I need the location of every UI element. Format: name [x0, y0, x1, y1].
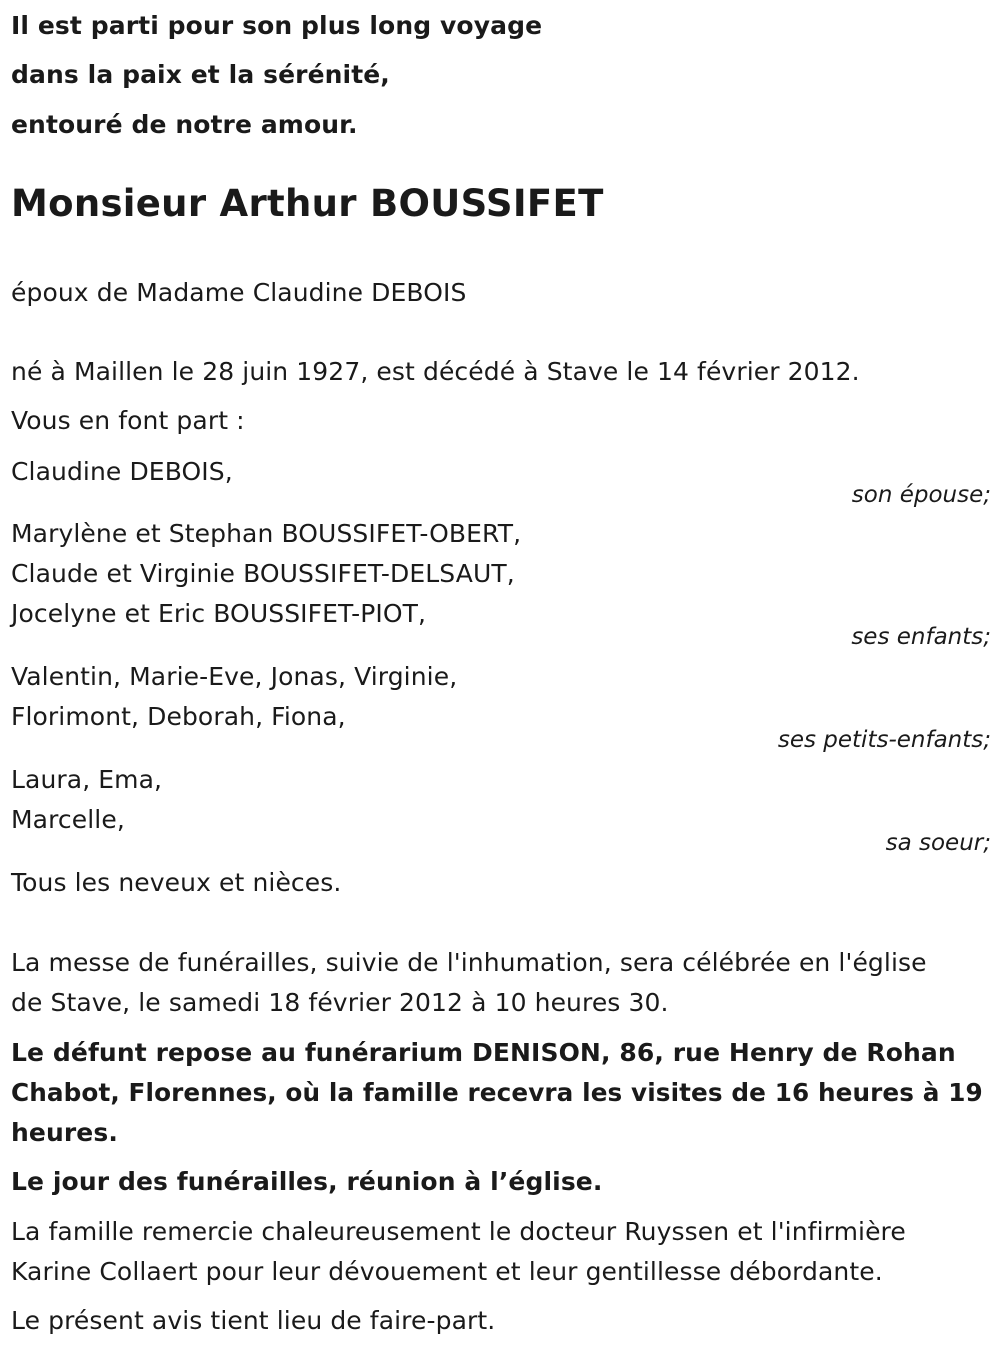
- thanks-line-1: La famille remercie chaleureusement le docteur Ruyssen et l'infirmière: [11, 1217, 906, 1246]
- intro-line-2: dans la paix et la sérénité,: [11, 60, 390, 89]
- grandchild-line-1: Valentin, Marie-Eve, Jonas, Virginie,: [11, 662, 458, 691]
- intro-line-3: entouré de notre amour.: [11, 110, 358, 139]
- mass-line-1: La messe de funérailles, suivie de l'inhumation, sera célébrée en l'église: [11, 948, 927, 977]
- announce-line: Vous en font part :: [11, 406, 245, 435]
- deceased-name: Monsieur Arthur BOUSSIFET: [11, 182, 604, 225]
- child-line-3: Jocelyne et Eric BOUSSIFET-PIOT,: [11, 599, 427, 628]
- grandchild-line-2: Florimont, Deborah, Fiona,: [11, 702, 346, 731]
- intro-line-1: Il est parti pour son plus long voyage: [11, 11, 543, 40]
- nephews-line: Tous les neveux et nièces.: [11, 868, 342, 897]
- relation-grandchildren: ses petits-enfants;: [777, 727, 991, 753]
- meeting-line: Le jour des funérailles, réunion à l’église.: [11, 1167, 603, 1196]
- rest-line-3: heures.: [11, 1118, 118, 1147]
- relation-sister: sa soeur;: [885, 830, 991, 856]
- notice-line: Le présent avis tient lieu de faire-part.: [11, 1306, 496, 1335]
- sister-line-2: Marcelle,: [11, 805, 125, 834]
- rest-line-2: Chabot, Florennes, où la famille recevra les visites de 16 heures à 19: [11, 1078, 983, 1107]
- mass-line-2: de Stave, le samedi 18 février 2012 à 10 heures 30.: [11, 988, 669, 1017]
- child-line-2: Claude et Virginie BOUSSIFET-DELSAUT,: [11, 559, 515, 588]
- sister-line-1: Laura, Ema,: [11, 765, 163, 794]
- spouse-line: époux de Madame Claudine DEBOIS: [11, 278, 467, 307]
- child-line-1: Marylène et Stephan BOUSSIFET-OBERT,: [11, 519, 522, 548]
- spouse-name: Claudine DEBOIS,: [11, 457, 233, 486]
- relation-children: ses enfants;: [851, 624, 991, 650]
- thanks-line-2: Karine Collaert pour leur dévouement et leur gentillesse débordante.: [11, 1257, 883, 1286]
- rest-line-1: Le défunt repose au funérarium DENISON, 86, rue Henry de Rohan: [11, 1038, 956, 1067]
- birth-death-line: né à Maillen le 28 juin 1927, est décédé à Stave le 14 février 2012.: [11, 357, 860, 386]
- relation-spouse: son épouse;: [851, 482, 991, 508]
